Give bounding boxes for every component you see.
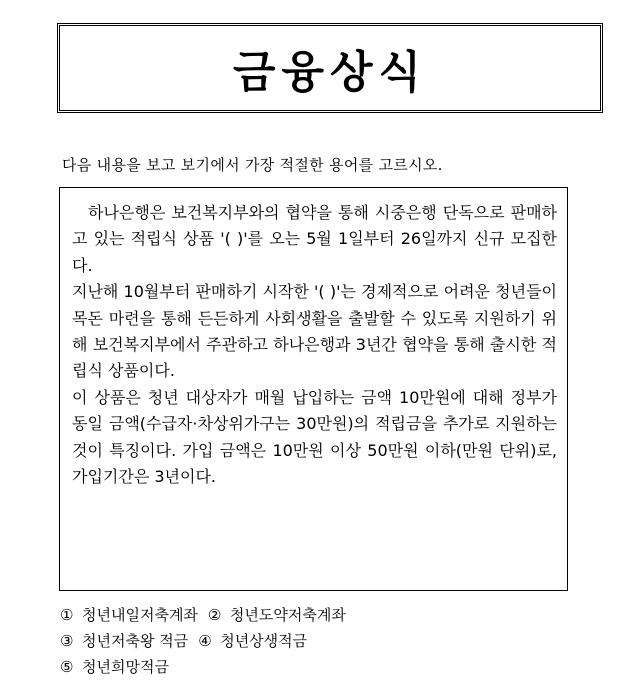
instruction-text: 다음 내용을 보고 보기에서 가장 적절한 용어를 고르시오. bbox=[62, 156, 443, 174]
passage-paragraph-2: 지난해 10월부터 판매하기 시작한 '( )'는 경제적으로 어려운 청년들이 목돈 마련을 통해 든든하게 사회생활을 출발할 수 있도록 지원하기 위해 보건복지부에서 주관하고 하나은행과 3년간 협약을 통해 출시한 적립식 상품이다. bbox=[72, 282, 557, 381]
answer-choices bbox=[60, 602, 356, 680]
passage-paragraph-3: 이 상품은 청년 대상자가 매월 납입하는 금액 10만원에 대해 정부가 동일 금액(수급자·차상위가구는 30만원)의 적립금을 추가로 지원하는 것이 특징이다. 가입 금액은 10만원 이상 50만원 이하(만원 단위)로, 가입기간은 3년이다. bbox=[72, 387, 557, 487]
choice-label: 청년상생적금 bbox=[220, 632, 308, 650]
choice-row-2 bbox=[60, 628, 356, 654]
choice-1[interactable] bbox=[60, 602, 198, 628]
title-box bbox=[57, 23, 603, 113]
choice-5[interactable] bbox=[60, 654, 169, 680]
passage-box bbox=[59, 187, 568, 591]
passage-paragraph-1: 하나은행은 보건복지부와의 협약을 통해 시중은행 단독으로 판매하고 있는 적립식 상품 '( )'를 오는 5월 1일부터 26일까지 신규 모집한다. bbox=[72, 203, 557, 275]
choice-label: 청년저축왕 적금 bbox=[82, 632, 189, 650]
choice-label: 청년도약저축계좌 bbox=[229, 606, 346, 624]
choice-number: ⑤ bbox=[60, 658, 74, 676]
choice-label: 청년내일저축계좌 bbox=[82, 606, 198, 624]
choice-row-3 bbox=[60, 654, 356, 680]
choice-number: ③ bbox=[60, 632, 74, 650]
choice-2[interactable] bbox=[208, 602, 346, 628]
choice-number: ① bbox=[60, 606, 74, 624]
choice-label: 청년희망적금 bbox=[82, 658, 169, 676]
choice-number: ② bbox=[207, 606, 222, 624]
choice-row-1 bbox=[60, 602, 356, 628]
choice-3[interactable] bbox=[60, 628, 188, 654]
page-title: 금융상식 bbox=[232, 47, 427, 98]
choice-4[interactable] bbox=[198, 628, 307, 654]
choice-number: ④ bbox=[198, 632, 212, 650]
